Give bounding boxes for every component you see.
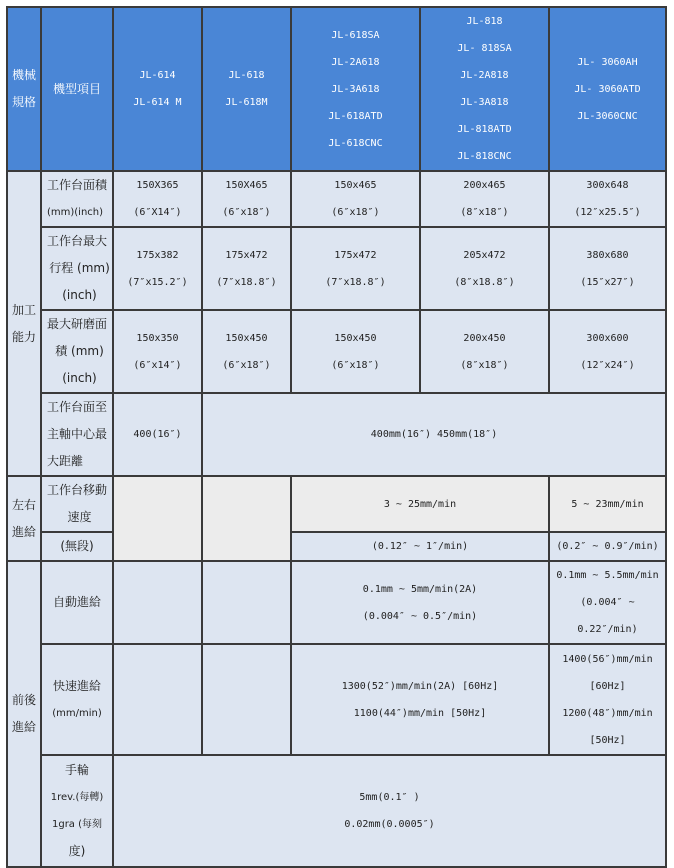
row-label-rapid-feed: [41, 644, 113, 755]
value-line: 400mm(16″) 450mm(18″): [370, 429, 498, 440]
value-line: [60Hz]: [589, 680, 626, 692]
value-cell: [113, 171, 202, 227]
row-label-line: 主軸中心最: [47, 427, 108, 441]
empty-cell: [113, 644, 202, 755]
value-line: 0.1mm ~ 5.5mm/min: [556, 570, 659, 581]
table-row: [7, 755, 666, 867]
value-line: 5mm(0.1″ ): [359, 792, 420, 803]
empty-cell: [202, 476, 291, 561]
value-cell: [113, 393, 202, 476]
row-label-line: (無段): [60, 539, 94, 553]
model-name: JL- 3060AH: [577, 56, 638, 68]
spec-header-line: 規格: [11, 95, 36, 109]
value-cell: [113, 310, 202, 393]
model-name: JL-618SA: [331, 29, 380, 41]
section-label-line: 進給: [11, 524, 36, 539]
model-name: JL-3A818: [460, 97, 509, 108]
value-cell: [420, 171, 549, 227]
row-label-line: 快速進給: [52, 678, 101, 693]
spec-header-line: 機械: [11, 68, 36, 82]
table-row: [7, 310, 666, 393]
value-line: 1300(52″)mm/min(2A) [60Hz]: [341, 680, 499, 692]
value-cell: [549, 561, 666, 644]
table-row: [7, 532, 666, 561]
value-line: 200x465: [463, 180, 506, 191]
value-line: 150x450: [334, 332, 377, 344]
row-label-line: 速度: [67, 510, 92, 524]
row-label-grinding-area: [41, 310, 113, 393]
row-label-line: 最大研磨面: [47, 317, 108, 331]
model-name: JL- 3060ATD: [574, 83, 641, 95]
model-name: JL-618: [228, 70, 265, 81]
row-label-handwheel: [41, 755, 113, 867]
value-line: 1200(48″)mm/min: [562, 707, 653, 719]
model-name: JL-3A618: [331, 83, 380, 95]
row-label-line: (mm/min): [52, 707, 102, 719]
empty-cell: [113, 561, 202, 644]
value-line: (12″x25.5″): [574, 207, 641, 218]
value-line: (6″X14″): [133, 207, 182, 218]
value-line: 150x465: [334, 180, 377, 191]
empty-cell: [113, 476, 202, 561]
model-header-618: [202, 7, 291, 171]
value-line: 175x382: [136, 249, 179, 261]
table-row: [7, 561, 666, 644]
value-line: 1100(44″)mm/min [50Hz]: [353, 707, 487, 719]
model-name: JL-614 M: [133, 97, 182, 108]
value-line: (8″x18″): [460, 359, 509, 371]
value-line: (6″x18″): [222, 207, 271, 218]
row-label-lr-speed: [41, 476, 113, 532]
model-name: JL-618M: [225, 97, 268, 108]
section-lr-feed: [7, 476, 41, 561]
row-label-line: 手輪: [64, 763, 89, 777]
spec-header-cell: [7, 7, 41, 171]
model-name: JL-3060CNC: [577, 110, 638, 122]
value-line: 175x472: [225, 249, 268, 261]
row-label-lr-stepless: [41, 532, 113, 561]
header-row: [7, 7, 666, 171]
empty-cell: [202, 644, 291, 755]
value-line: (0.12″ ~ 1″/min): [371, 541, 469, 552]
section-capacity: [7, 171, 41, 476]
value-line: (15″x27″): [580, 276, 635, 288]
value-cell: [202, 171, 291, 227]
model-name: JL- 818SA: [457, 43, 512, 54]
model-header-818: [420, 7, 549, 171]
value-line: (12″x24″): [580, 359, 635, 371]
value-line: 0.22″/min): [577, 624, 638, 635]
value-line: 300x600: [586, 332, 629, 344]
value-line: [50Hz]: [589, 734, 626, 746]
value-line: 5 ~ 23mm/min: [571, 498, 644, 510]
value-cell: [549, 310, 666, 393]
value-line: 150X365: [136, 180, 179, 191]
section-label-line: 前後: [11, 693, 36, 707]
value-cell-merged: [291, 532, 549, 561]
model-name: JL-2A818: [460, 70, 509, 81]
model-name: JL-614: [139, 70, 176, 81]
row-label-line: (inch): [62, 288, 97, 302]
value-cell-merged: [202, 393, 666, 476]
value-cell-merged: [113, 755, 666, 867]
value-cell-merged: [291, 476, 549, 532]
item-header-cell: [41, 7, 113, 171]
row-label-line: 行程 (mm): [49, 261, 110, 275]
value-line: 1400(56″)mm/min: [562, 653, 653, 665]
value-line: (6″x18″): [331, 359, 380, 371]
value-line: 380x680: [586, 249, 629, 261]
value-cell: [113, 227, 202, 310]
value-cell: [549, 227, 666, 310]
model-name: JL-618CNC: [328, 137, 383, 149]
spec-table: [6, 6, 667, 868]
value-cell: [549, 644, 666, 755]
row-label-line: 度): [68, 844, 86, 858]
row-label-line: 1rev.(每轉): [50, 792, 104, 803]
value-line: 175x472: [334, 249, 377, 261]
value-line: (0.004″ ~: [580, 597, 635, 608]
value-line: (6″x18″): [331, 207, 380, 218]
value-line: 300x648: [586, 180, 629, 191]
item-header-label: 機型項目: [52, 81, 101, 96]
value-line: 150x350: [136, 332, 179, 344]
row-label-line: 積 (mm): [55, 344, 104, 358]
value-line: (6″x14″): [133, 359, 182, 371]
value-line: 200x450: [463, 332, 506, 344]
value-cell: [291, 310, 420, 393]
model-name: JL-818CNC: [457, 151, 512, 162]
value-line: 3 ~ 25mm/min: [383, 498, 457, 510]
model-header-3060: [549, 7, 666, 171]
row-label-line: (inch): [62, 371, 97, 385]
section-label-line: 左右: [11, 497, 36, 512]
model-name: JL-2A618: [331, 56, 380, 68]
value-line: (7″x15.2″): [127, 276, 188, 288]
value-line: (7″x18.8″): [325, 276, 386, 288]
row-label-line: 大距離: [47, 454, 84, 468]
table-row: [7, 171, 666, 227]
section-label-line: 能力: [11, 329, 36, 344]
model-name: JL-818ATD: [457, 124, 512, 135]
row-label-line: 工作台面積: [47, 178, 108, 192]
value-cell-merged: [291, 644, 549, 755]
value-cell-merged: [291, 561, 549, 644]
row-label-auto-feed: [41, 561, 113, 644]
value-line: (8″x18″): [460, 207, 509, 218]
section-label-line: 加工: [11, 302, 36, 317]
row-label-table-area: [41, 171, 113, 227]
table-row: [7, 393, 666, 476]
value-cell: [202, 227, 291, 310]
row-label-table-travel: [41, 227, 113, 310]
model-header-614: [113, 7, 202, 171]
value-line: (0.2″ ~ 0.9″/min): [556, 541, 659, 552]
value-cell: [291, 227, 420, 310]
row-label-line: 工作台面至: [47, 400, 108, 414]
table-row: [7, 644, 666, 755]
value-cell: [420, 227, 549, 310]
value-line: (6″x18″): [222, 359, 271, 371]
value-cell: [549, 532, 666, 561]
value-line: 0.02mm(0.0005″): [344, 819, 435, 830]
model-name: JL-818: [466, 16, 503, 27]
row-label-line: 自動進給: [52, 595, 101, 609]
row-label-line: 1gra (每刻: [51, 819, 103, 830]
value-line: (8″x18.8″): [454, 276, 515, 288]
section-fb-feed: [7, 561, 41, 867]
value-cell: [291, 171, 420, 227]
value-cell: [549, 476, 666, 532]
row-label-line: 工作台最大: [47, 234, 108, 248]
value-line: 400(16″): [133, 429, 182, 440]
table-row: [7, 476, 666, 532]
section-label-line: 進給: [11, 720, 36, 734]
value-line: 150x450: [225, 332, 268, 344]
model-name: JL-618ATD: [328, 110, 383, 122]
value-line: 0.1mm ~ 5mm/min(2A): [362, 583, 478, 595]
value-line: 205x472: [463, 249, 506, 261]
value-line: (7″x18.8″): [216, 276, 277, 288]
value-cell: [202, 310, 291, 393]
table-row: [7, 227, 666, 310]
model-header-618sa: [291, 7, 420, 171]
row-label-line: (mm)(inch): [47, 207, 104, 218]
row-label-line: 工作台移動: [47, 483, 108, 497]
value-line: 150X465: [225, 180, 268, 191]
value-cell: [549, 171, 666, 227]
empty-cell: [202, 561, 291, 644]
value-line: (0.004″ ~ 0.5″/min): [362, 610, 478, 622]
value-cell: [420, 310, 549, 393]
row-label-spindle-distance: [41, 393, 113, 476]
